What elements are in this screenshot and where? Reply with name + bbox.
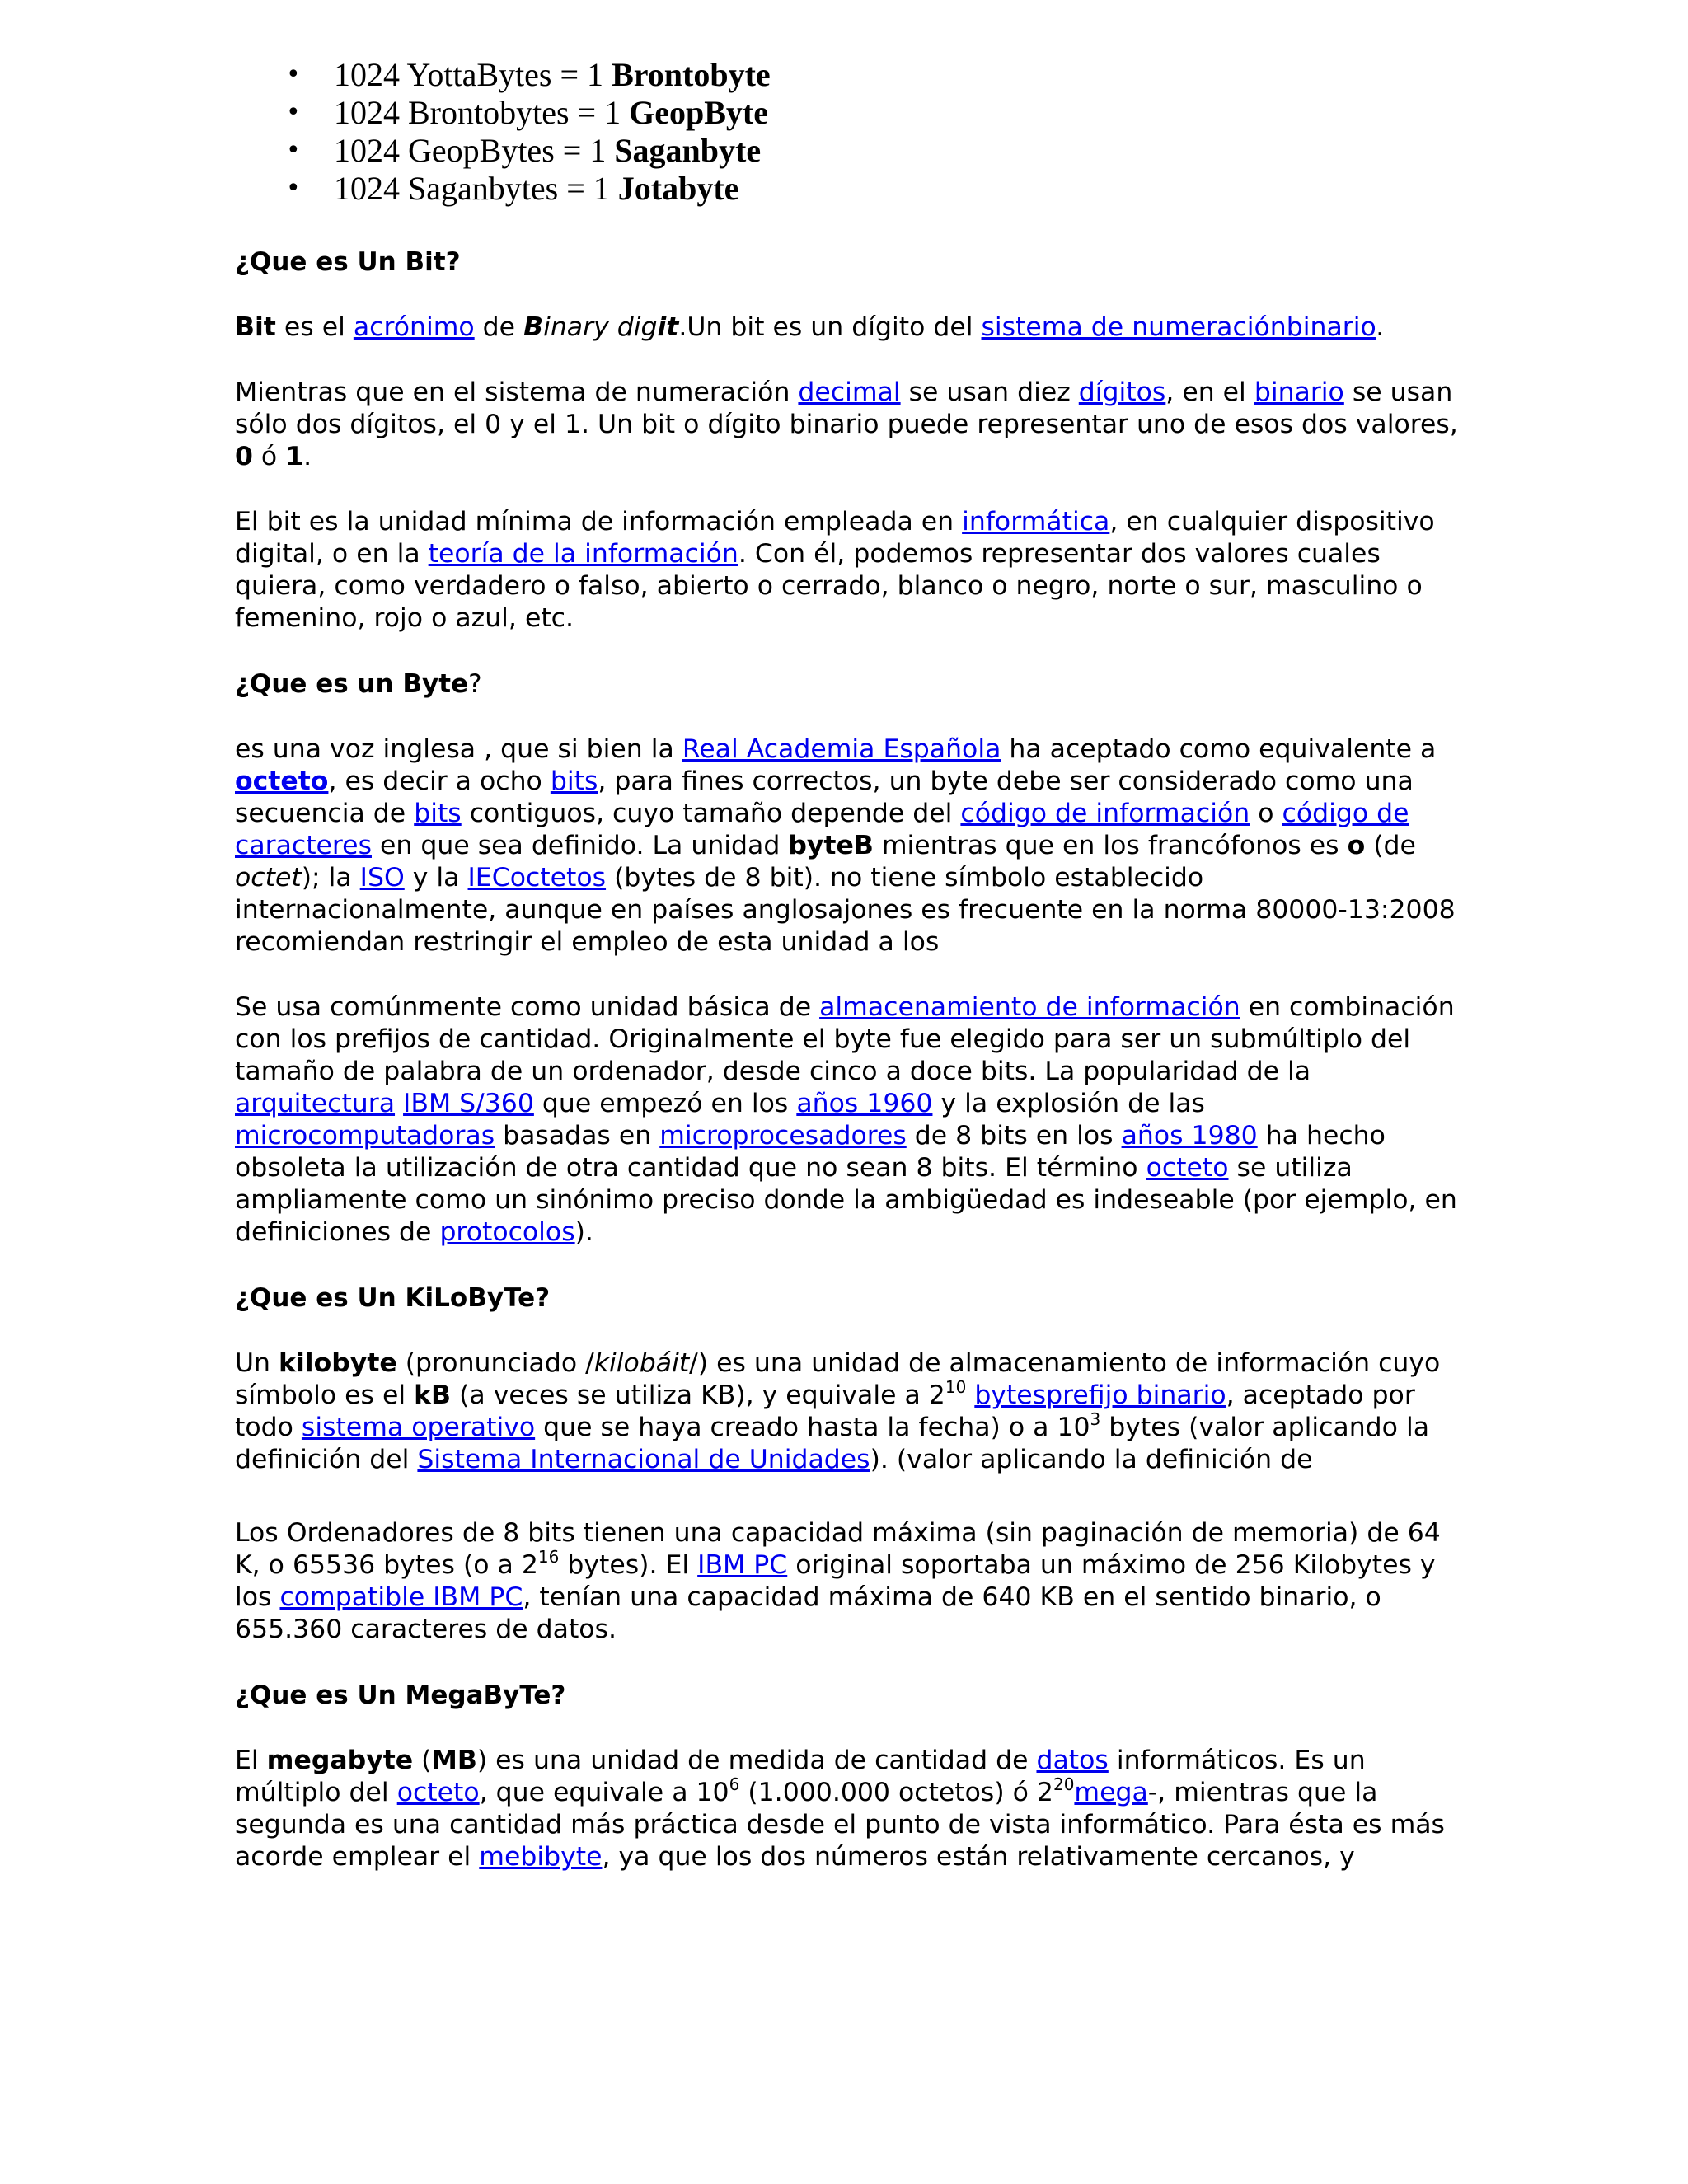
link-acronimo[interactable]: acrónimo <box>353 312 475 342</box>
link-protocolos[interactable]: protocolos <box>439 1217 575 1247</box>
link-octeto[interactable]: octeto <box>235 766 329 796</box>
bullet-icon: • <box>286 60 301 89</box>
link-datos[interactable]: datos <box>1036 1746 1109 1775</box>
list-item: • 1024 GeopBytes = 1 Saganbyte <box>286 132 762 169</box>
kilobyte-paragraph-1: Un kilobyte (pronunciado /kilobáit/) es una unidad de almacenamiento de información cuyo símbolo es el kB (a veces se utiliza KB), y equivale a $2^{10}$ bytesprefijo binario, aceptado por todo sistema operativo que se haya creado hasta la fecha) o a $10^3$ bytes (valor aplicando la definición del Sistema Internacional de Unidades). (valor aplicando la definición de <box>235 1348 1441 1474</box>
link-mega[interactable]: mega <box>1074 1778 1148 1807</box>
bullet-icon: • <box>286 98 301 127</box>
link-binario[interactable]: binario <box>1254 377 1344 407</box>
link-real-academia[interactable]: Real Academia Española <box>682 734 1001 764</box>
link-anos-1960[interactable]: años 1960 <box>796 1089 933 1118</box>
unit-conversion-list <box>235 56 1463 208</box>
link-microcomputadoras[interactable]: microcomputadoras <box>235 1121 495 1151</box>
link-ibm-s360[interactable]: IBM S/360 <box>403 1089 534 1118</box>
link-sistema-numeracion-binario[interactable]: sistema de numeraciónbinario <box>981 312 1376 342</box>
link-anos-1980[interactable]: años 1980 <box>1121 1121 1258 1151</box>
link-octeto[interactable]: octeto <box>1146 1153 1229 1183</box>
bullet-icon: • <box>286 136 301 165</box>
link-iec-octetos[interactable]: IECoctetos <box>467 863 607 893</box>
document-content <box>235 56 1463 1873</box>
megabyte-paragraph-1: El megabyte (MB) es una unidad de medida de cantidad de datos informáticos. Es un múltiplo del octeto, que equivale a $10^6$ (1.000.000 octetos) ó $2^{20}mega-$, mientras que la segunda es una cantidad más práctica desde el punto de vista informático. Para ésta es más acorde emplear el mebibyte, ya que los dos números están relativamente cercanos, y <box>235 1746 1445 1872</box>
link-bits[interactable]: bits <box>550 766 598 796</box>
bit-paragraph-1: Bit es el acrónimo de Binary digit.Un bit es un dígito del sistema de numeraciónbinario. <box>235 312 1385 342</box>
bit-heading: ¿Que es Un Bit? <box>235 247 461 277</box>
megabyte-heading: ¿Que es Un MegaByTe? <box>235 1680 566 1710</box>
link-ibm-pc[interactable]: IBM PC <box>697 1550 788 1580</box>
link-decimal[interactable]: decimal <box>798 377 901 407</box>
link-sistema-internacional[interactable]: Sistema Internacional de Unidades <box>417 1445 870 1474</box>
link-digitos[interactable]: dígitos <box>1078 377 1166 407</box>
byte-paragraph-1: es una voz inglesa , que si bien la Real Academia Española ha aceptado como equivalente a octeto, es decir a ocho bits, para fines correctos, un byte debe ser considerado como una secuencia de bits contiguos, cuyo tamaño depende del código de información o código de caracteres en que sea definido. La unidad byteB mientras que en los francófonos es o (de octet); la ISO y la IECoctetos (bytes de 8 bit). no tiene símbolo establecido internacionalmente, aunque en países anglosajones es frecuente en la norma 80000-13:2008 recomiendan restringir el empleo de esta unidad a los <box>235 734 1456 957</box>
link-microprocesadores[interactable]: microprocesadores <box>659 1121 907 1151</box>
byte-paragraph-2: Se usa comúnmente como unidad básica de almacenamiento de información en combinación con los prefijos de cantidad. Originalmente el byte fue elegido para ser un submúltiplo del tamaño de palabra de un ordenador, desde cinco a doce bits. La popularidad de la arquitectura IBM S/360 que empezó en los años 1960 y la explosión de las microcomputadoras basadas en microprocesadores de 8 bits en los años 1980 ha hecho obsoleta la utilización de otra cantidad que no sean 8 bits. El término octeto se utiliza ampliamente como un sinónimo preciso donde la ambigüedad es indeseable (por ejemplo, en definiciones de protocolos). <box>235 992 1457 1247</box>
list-item: • 1024 Brontobytes = 1 GeopByte <box>286 94 768 131</box>
list-item: • 1024 Saganbytes = 1 Jotabyte <box>286 170 739 207</box>
link-mebibyte[interactable]: mebibyte <box>479 1842 603 1872</box>
link-almacenamiento[interactable]: almacenamiento de información <box>819 992 1240 1022</box>
list-item: • 1024 YottaBytes = 1 Brontobyte <box>286 56 771 93</box>
byte-heading: ¿Que es un Byte? <box>235 669 482 699</box>
bit-paragraph-2: Mientras que en el sistema de numeración decimal se usan diez dígitos, en el binario se usan sólo dos dígitos, el 0 y el 1. Un bit o dígito binario puede representar uno de esos dos valores, 0 ó 1. <box>235 377 1458 471</box>
link-arquitectura[interactable]: arquitectura <box>235 1089 396 1118</box>
link-codigo-caracteres[interactable]: código de caracteres <box>235 799 1409 860</box>
link-iso[interactable]: ISO <box>359 863 405 893</box>
kilobyte-paragraph-2: Los Ordenadores de 8 bits tienen una capacidad máxima (sin paginación de memoria) de 64 K, o 65536 bytes (o a $2^{16}$ bytes). El IBM PC original soportaba un máximo de 256 Kilobytes y los compatible IBM PC, tenían una capacidad máxima de 640 KB en el sentido binario, o 655.360 caracteres de datos. <box>235 1518 1441 1644</box>
link-informatica[interactable]: informática <box>962 507 1110 537</box>
bit-paragraph-3: El bit es la unidad mínima de información empleada en informática, en cualquier dispositivo digital, o en la teoría de la información. Con él, podemos representar dos valores cuales quiera, como verdadero o falso, abierto o cerrado, blanco o negro, norte o sur, masculino o femenino, rojo o azul, etc. <box>235 507 1435 633</box>
link-sistema-operativo[interactable]: sistema operativo <box>301 1413 536 1442</box>
link-codigo-informacion[interactable]: código de información <box>960 799 1250 828</box>
bullet-icon: • <box>286 174 301 203</box>
link-compatible-ibm-pc[interactable]: compatible IBM PC <box>279 1582 523 1612</box>
kilobyte-heading: ¿Que es Un KiLoByTe? <box>235 1283 551 1313</box>
link-teoria-informacion[interactable]: teoría de la información <box>428 539 738 569</box>
link-bytes-prefijo-binario[interactable]: bytesprefijo binario <box>974 1380 1226 1410</box>
link-bits[interactable]: bits <box>414 799 462 828</box>
link-octeto[interactable]: octeto <box>396 1778 480 1807</box>
